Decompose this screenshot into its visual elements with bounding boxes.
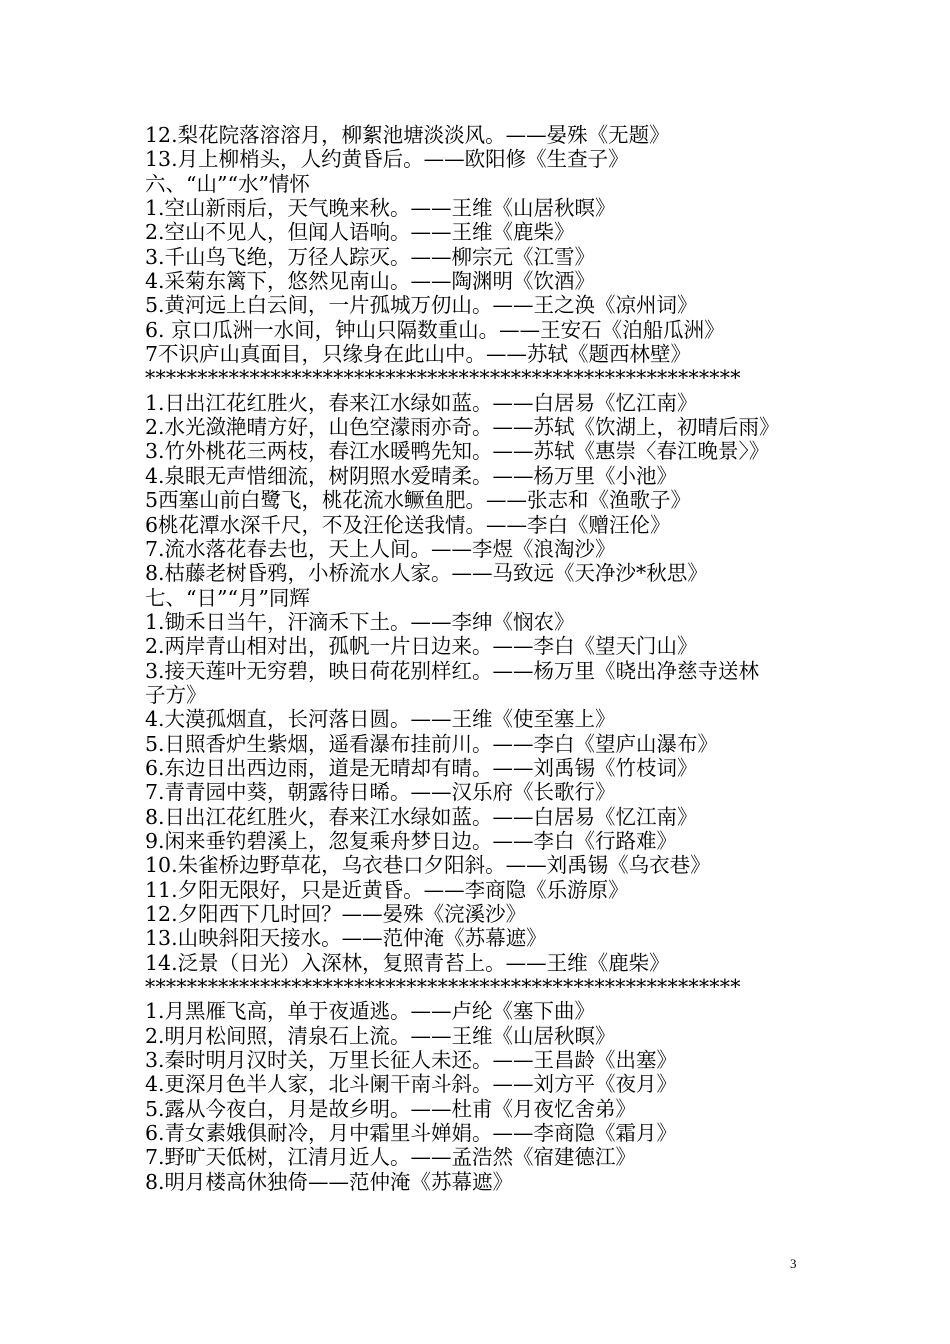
section-heading: 七、“日”“月”同辉: [145, 585, 310, 610]
poem-line: 1.日出江花红胜火，春来江水绿如蓝。——白居易《忆江南》: [145, 390, 698, 415]
poem-line: 3.竹外桃花三两枝，春江水暖鸭先知。——苏轼《惠崇〈春江晚景〉》: [145, 439, 770, 464]
poem-line: 13.山映斜阳天接水。——范仲淹《苏幕遮》: [145, 926, 547, 951]
poem-line: 5.日照香炉生紫烟，遥看瀑布挂前川。——李白《望庐山瀑布》: [145, 731, 719, 756]
poem-line: 1.空山新雨后，天气晚来秋。——王维《山居秋暝》: [145, 196, 616, 221]
poem-line: 4.泉眼无声惜细流，树阴照水爱晴柔。——杨万里《小池》: [145, 463, 678, 488]
poem-line: 8.明月楼高休独倚——范仲淹《苏幕遮》: [145, 1169, 514, 1194]
poem-line: 2.水光潋滟晴方好，山色空濛雨亦奇。——苏轼《饮湖上，初晴后雨》: [145, 415, 780, 440]
poem-line: 2.两岸青山相对出，孤帆一片日边来。——李白《望天门山》: [145, 634, 698, 659]
poem-line: 1.锄禾日当午，汗滴禾下土。——李绅《悯农》: [145, 609, 575, 634]
poem-line: 7.青青园中葵，朝露待日晞。——汉乐府《长歌行》: [145, 780, 616, 805]
poem-list: [145, 123, 825, 1194]
poem-line: 2.空山不见人，但闻人语响。——王维《鹿柴》: [145, 220, 575, 245]
poem-line: 3.秦时明月汉时关，万里长征人未还。——王昌龄《出塞》: [145, 1048, 678, 1073]
poem-line: 8.枯藤老树昏鸦，小桥流水人家。——马致远《天净沙*秋思》: [145, 561, 708, 586]
poem-line-continuation: 子方》: [145, 682, 207, 707]
poem-line: 5西塞山前白鹭飞，桃花流水鳜鱼肥。——张志和《渔歌子》: [145, 488, 692, 513]
poem-line: 13.月上柳梢头，人约黄昏后。——欧阳修《生查子》: [145, 147, 629, 172]
poem-line: 4.大漠孤烟直，长河落日圆。——王维《使至塞上》: [145, 707, 616, 732]
section-heading: 六、“山”“水”情怀: [145, 171, 310, 196]
asterisk-divider: *********************************************************: [145, 366, 741, 391]
poem-line: 2.明月松间照，清泉石上流。——王维《山居秋暝》: [145, 1023, 616, 1048]
poem-line: 12.梨花院落溶溶月，柳絮池塘淡淡风。——晏殊《无题》: [145, 123, 670, 147]
poem-line: 6.青女素娥俱耐冷，月中霜里斗婵娟。——李商隐《霜月》: [145, 1121, 678, 1146]
poem-line: 9.闲来垂钓碧溪上，忽复乘舟梦日边。——李白《行路难》: [145, 828, 678, 853]
poem-line: 12.夕阳西下几时回？——晏殊《浣溪沙》: [145, 902, 527, 926]
poem-line: 7.野旷天低树，江清月近人。——孟浩然《宿建德江》: [145, 1145, 637, 1170]
poem-line: 6桃花潭水深千尺，不及汪伦送我情。——李白《赠汪伦》: [145, 512, 671, 537]
poem-line: 1.月黑雁飞高，单于夜遁逃。——卢纶《塞下曲》: [145, 999, 596, 1024]
poem-line: 11.夕阳无限好，只是近黄昏。——李商隐《乐游原》: [145, 877, 629, 902]
poem-line: 14.泛景（日光）入深林，复照青苔上。——王维《鹿柴》: [145, 950, 670, 975]
poem-line: 5.露从今夜白，月是故乡明。——杜甫《月夜忆舍弟》: [145, 1096, 637, 1121]
poem-line: 10.朱雀桥边野草花，乌衣巷口夕阳斜。——刘禹锡《乌衣巷》: [145, 853, 711, 878]
poem-line: 5.黄河远上白云间，一片孤城万仞山。——王之涣《凉州词》: [145, 293, 698, 318]
poem-line: 6. 京口瓜洲一水间，钟山只隔数重山。——王安石《泊船瓜洲》: [145, 317, 725, 342]
poem-line: 4.更深月色半人家，北斗阑干南斗斜。——刘方平《夜月》: [145, 1072, 678, 1097]
poem-line: 6.东边日出西边雨，道是无晴却有晴。——刘禹锡《竹枝词》: [145, 755, 698, 780]
poem-line: 7.流水落花春去也，天上人间。——李煜《浪淘沙》: [145, 536, 616, 561]
asterisk-divider: *********************************************************: [145, 975, 741, 1000]
poem-line: 8.日出江花红胜火，春来江水绿如蓝。——白居易《忆江南》: [145, 804, 698, 829]
page-number: 3: [790, 1256, 797, 1271]
poem-line: 7不识庐山真面目，只缘身在此山中。——苏轼《题西林壁》: [145, 342, 692, 367]
poem-line: 3.千山鸟飞绝，万径人踪灭。——柳宗元《江雪》: [145, 244, 596, 269]
poem-line: 3.接天莲叶无穷碧，映日荷花别样红。——杨万里《晓出净慈寺送林: [145, 658, 760, 683]
poem-line: 4.采菊东篱下，悠然见南山。——陶渊明《饮酒》: [145, 269, 596, 294]
